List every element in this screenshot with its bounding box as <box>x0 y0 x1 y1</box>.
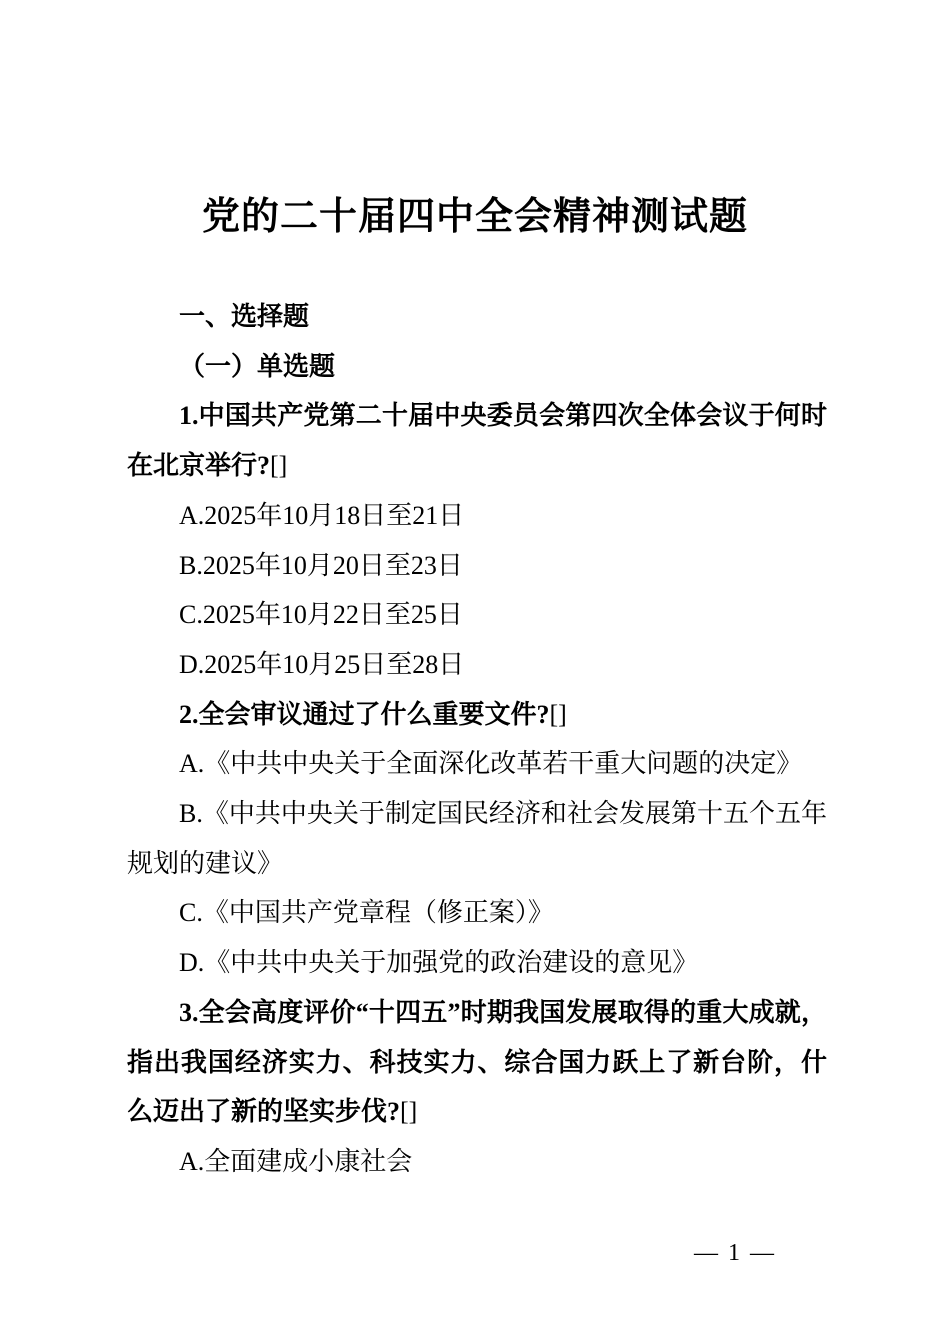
option-d: D.2025年10月25日至28日 <box>179 649 465 679</box>
answer-bracket: [] <box>549 699 567 729</box>
option-c: C.《中国共产党章程（修正案）》 <box>179 898 554 928</box>
question-text: 1.中国共产党第二十届中央委员会第四次全体会议于何时在北京举行? <box>127 401 827 481</box>
question-3 <box>127 988 827 1137</box>
option-d: D.《中共中央关于加强党的政治建设的意见》 <box>179 948 699 978</box>
question-text: 2.全会审议通过了什么重要文件? <box>179 699 550 729</box>
question-1 <box>127 391 827 490</box>
question-text: 3.全会高度评价“十四五”时期我国发展取得的重大成就，指出我国经济实力、科技实力、综合国力跃上了新台阶，什么迈出了新的坚实步伐? <box>127 997 827 1127</box>
option-b: B.《中共中央关于制定国民经济和社会发展第十五个五年规划的建议》 <box>127 799 827 878</box>
option-a: A.2025年10月18日至21日 <box>179 500 465 530</box>
answer-bracket: [] <box>270 451 288 481</box>
option-c: C.2025年10月22日至25日 <box>179 600 463 630</box>
section-heading: 一、选择题 <box>179 302 310 331</box>
document-title: 党的二十届四中全会精神测试题 <box>201 196 748 238</box>
option-b: B.2025年10月20日至23日 <box>179 550 463 580</box>
question-2 <box>127 690 827 740</box>
document-body <box>127 292 827 1187</box>
option-a: A.全面建成小康社会 <box>179 1146 413 1176</box>
option-a: A.《中共中央关于全面深化改革若干重大问题的决定》 <box>179 749 803 779</box>
page-number: — 1 — <box>694 1240 776 1266</box>
subsection-heading: （一）单选题 <box>179 351 336 381</box>
answer-bracket: [] <box>400 1097 418 1127</box>
